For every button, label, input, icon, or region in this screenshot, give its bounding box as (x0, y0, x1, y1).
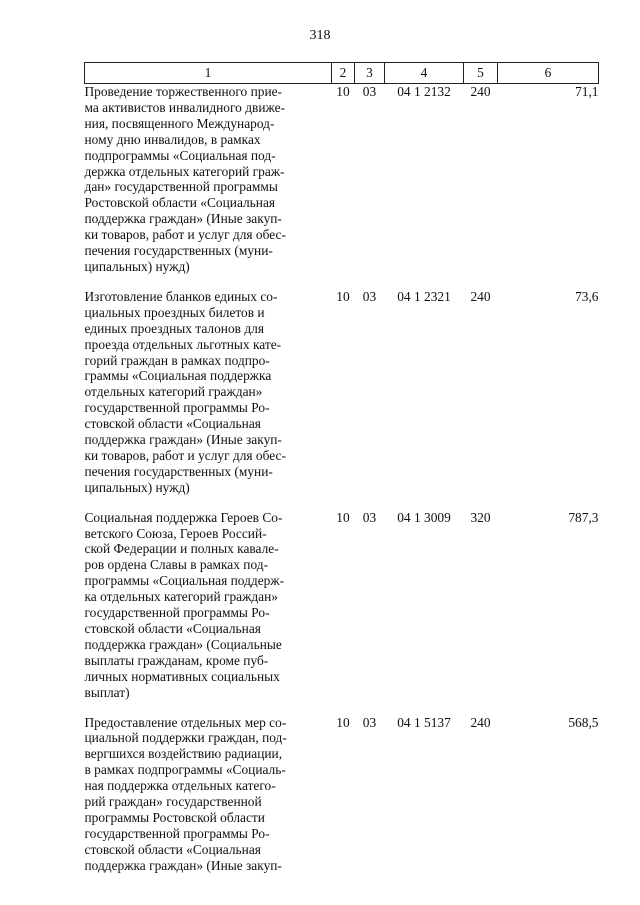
expense-type-code: 240 (470, 288, 491, 304)
description-line: стовской области «Социальная (84, 841, 261, 857)
description-line: Ростовской области «Социальная (84, 195, 276, 211)
description-line: стовской области «Социальная (84, 416, 261, 432)
description-line: государственной программы Ро- (84, 400, 270, 416)
description-line: печения государственных (муни- (84, 463, 273, 479)
row-spacer (85, 701, 599, 715)
description-line: программы Ростовской области (84, 809, 265, 825)
amount: 787,3 (568, 509, 599, 525)
description-line: государственной программы Ро- (84, 605, 270, 621)
row-spacer (85, 496, 599, 510)
description-line: циальной поддержки граждан, под- (84, 730, 287, 746)
expense-type-code: 240 (470, 714, 491, 730)
description-line: ному дню инвалидов, в рамках (84, 131, 261, 147)
budget-table (84, 62, 599, 874)
description-line: ки товаров, работ и услуг для обес- (84, 227, 286, 243)
description-line: программы «Социальная поддерж- (84, 573, 285, 589)
description-line: циальных проездных билетов и (84, 304, 265, 320)
description-line: отдельных категорий граждан» (84, 384, 263, 400)
target-article-code: 04 1 2321 (397, 288, 451, 304)
description-line: в рамках подпрограммы «Социаль- (84, 762, 286, 778)
description-line: Социальная поддержка Героев Со- (84, 509, 283, 525)
description-line: поддержка граждан» (Социальные (84, 636, 282, 652)
table-row (85, 715, 599, 874)
description-line: ки товаров, работ и услуг для обес- (84, 447, 286, 463)
table-row (85, 510, 599, 701)
row-description (85, 715, 332, 874)
table-row (85, 84, 599, 275)
description-line: рий граждан» государственной (84, 794, 262, 810)
description-line: ской Федерации и полных кавале- (84, 541, 279, 557)
description-line: ципальных) нужд) (84, 479, 190, 495)
section-code: 10 (336, 714, 350, 730)
row-spacer (85, 275, 599, 289)
header-row (85, 63, 599, 84)
description-line: горий граждан в рамках подпро- (84, 352, 270, 368)
description-line: Проведение торжественного прие- (84, 84, 283, 99)
row-description (85, 289, 332, 496)
description-line: держка отдельных категорий граж- (84, 163, 285, 179)
row-description (85, 84, 332, 275)
amount: 73,6 (575, 288, 599, 304)
description-line: стовской области «Социальная (84, 621, 261, 636)
column-header-2: 2 (332, 63, 355, 84)
description-line: поддержка граждан» (Иные закуп- (84, 857, 282, 873)
description-line: вергшихся воздействию радиации, (84, 746, 283, 762)
page-number: 318 (309, 28, 331, 43)
target-article-code: 04 1 5137 (397, 714, 451, 730)
description-line: выплаты гражданам, кроме пуб- (84, 652, 269, 668)
description-line: ципальных) нужд) (84, 258, 190, 274)
description-line: выплат) (84, 684, 130, 700)
amount: 568,5 (568, 714, 599, 730)
description-line: Предоставление отдельных мер со- (84, 714, 287, 730)
section-code: 10 (336, 509, 350, 525)
description-line: дан» государственной программы (84, 179, 278, 195)
subsection-code: 03 (362, 509, 377, 525)
column-header-5: 5 (464, 63, 498, 84)
description-line: ка отдельных категорий граждан» (84, 589, 278, 605)
description-line: государственной программы Ро- (84, 825, 270, 841)
section-code: 10 (336, 288, 350, 304)
column-header-3: 3 (355, 63, 385, 84)
amount: 71,1 (575, 84, 599, 99)
description-line: ма активистов инвалидного движе- (84, 99, 285, 115)
description-line: ния, посвященного Международ- (84, 115, 275, 131)
target-article-code: 04 1 3009 (397, 509, 451, 525)
subsection-code: 03 (362, 288, 377, 304)
section-code: 10 (336, 84, 350, 99)
description-line: граммы «Социальная поддержка (84, 368, 272, 384)
column-header-4: 4 (385, 63, 464, 84)
description-line: подпрограммы «Социальная под- (84, 147, 276, 163)
table-row (85, 289, 599, 496)
expense-type-code: 320 (470, 509, 491, 525)
description-line: ветского Союза, Героев Россий- (84, 525, 267, 541)
description-line: Изготовление бланков единых со- (84, 288, 278, 304)
description-line: единых проездных талонов для (84, 320, 264, 336)
column-header-1: 1 (85, 63, 332, 84)
description-line: поддержка граждан» (Иные закуп- (84, 432, 282, 448)
description-line: личных нормативных социальных (84, 668, 280, 684)
column-header-6: 6 (498, 63, 599, 84)
description-line: ров ордена Славы в рамках под- (84, 557, 269, 573)
description-line: ная поддержка отдельных катего- (84, 778, 276, 794)
subsection-code: 03 (362, 84, 377, 99)
target-article-code: 04 1 2132 (397, 84, 451, 99)
description-line: печения государственных (муни- (84, 243, 273, 259)
description-line: проезда отдельных льготных кате- (84, 336, 282, 352)
expense-type-code: 240 (470, 84, 491, 99)
subsection-code: 03 (362, 714, 377, 730)
description-line: поддержка граждан» (Иные закуп- (84, 211, 282, 227)
row-description (85, 510, 332, 701)
